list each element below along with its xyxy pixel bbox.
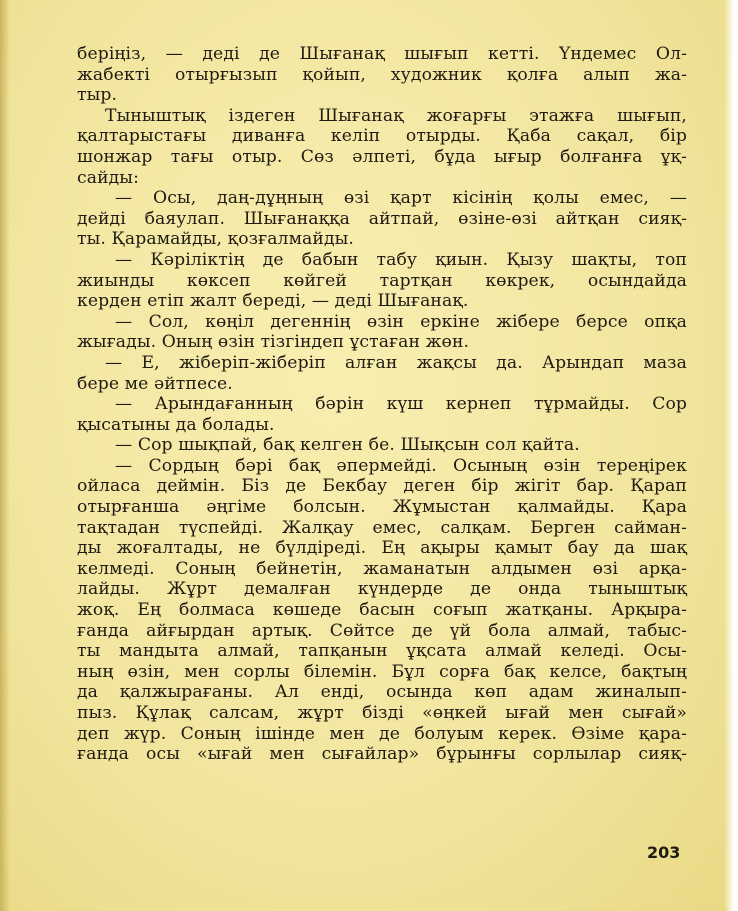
text-line: жығады. Оның өзін тізгіндеп ұстаған жөн. xyxy=(77,332,470,353)
text-line: — Осы, даң-дұңның өзі қарт кісінің қолы емес, — xyxy=(115,188,687,209)
text-line: тыр. xyxy=(77,85,118,106)
text-line: ойласа деймін. Біз де Бекбау деген бір жігіт бар. Қарап xyxy=(77,476,687,497)
text-line: отырғанша әңгіме болсын. Жұмыстан қалмайды. Қара xyxy=(77,497,687,518)
text-line: тақтадан түспейді. Жалқау емес, салқам. Берген сайман- xyxy=(77,517,687,538)
text-line: керден етіп жалт береді, — деді Шығанақ. xyxy=(77,291,469,312)
body-text xyxy=(77,44,687,765)
text-line: ты мандыта алмай, тапқанын ұқсата алмай келеді. Осы- xyxy=(77,641,687,662)
text-line: жабекті отырғызып қойып, художник қолға алып жа- xyxy=(77,64,687,85)
text-line: — Сор шықпай, бақ келген бе. Шықсын сол қайта. xyxy=(115,435,580,456)
page-edge-highlight xyxy=(724,0,738,911)
page-number: 203 xyxy=(647,843,681,862)
text-line: Тыныштық іздеген Шығанақ жоғарғы этажға шығып, xyxy=(105,105,687,126)
text-line: — Сол, көңіл дегеннің өзін еркіне жібере берсе опқа xyxy=(115,311,687,332)
text-line: ның өзін, мен сорлы білемін. Бұл сорға бақ келсе, бақтың xyxy=(77,661,687,682)
text-line: жоқ. Ең болмаса көшеде басын соғып жатқаны. Арқыра- xyxy=(77,600,687,621)
text-line: пыз. Құлақ салсам, жұрт бізді «өңкей ығай мен сығай» xyxy=(77,703,687,723)
text-line: келмеді. Соның бейнетін, жаманатын алдымен өзі арқа- xyxy=(77,558,687,579)
text-line: — Е, жіберіп-жіберіп алған жақсы да. Арындап маза xyxy=(105,352,687,373)
text-line: да қалжырағаны. Ал енді, осында көп адам жиналып- xyxy=(77,682,687,703)
text-line: шонжар тағы отыр. Сөз әлпеті, бұда ығыр болғанға ұқ- xyxy=(77,146,687,167)
page-binding-shadow xyxy=(0,0,10,911)
text-line: ғанда осы «ығай мен сығайлар» бұрынғы сорлылар сияқ- xyxy=(77,744,687,765)
text-line: — Сордың бәрі бақ әпермейді. Осының өзін тереңірек xyxy=(115,455,687,476)
text-line: ты. Қарамайды, қозғалмайды. xyxy=(77,229,354,250)
text-line: сайды: xyxy=(77,167,139,188)
text-line: дейді баяулап. Шығанаққа айтпай, өзіне-өзі айтқан сияқ- xyxy=(77,208,687,229)
text-line: ды жоғалтады, не бүлдіреді. Ең ақыры қамыт бау да шақ xyxy=(77,538,687,559)
text-line: — Арындағанның бәрін күш кернеп тұрмайды. Сор xyxy=(115,394,687,415)
text-line: — Кәріліктің де бабын табу қиын. Қызу шақты, топ xyxy=(115,249,687,270)
text-line: лайды. Жұрт демалған күндерде де онда тыныштық xyxy=(77,579,687,600)
text-line: деп жүр. Соның ішінде мен де болуым керек. Өзіме қара- xyxy=(77,723,687,744)
text-line: жиынды көксеп көйгей тартқан көкрек, осындайда xyxy=(77,270,687,291)
text-line: қысатыны да болады. xyxy=(77,414,275,435)
text-line: қалтарыстағы диванға келіп отырды. Қаба сақал, бір xyxy=(77,126,687,147)
text-line: ғанда айғырдан артық. Сөйтсе де үй бола алмай, табыс- xyxy=(77,620,687,641)
text-line: бере ме әйтпесе. xyxy=(77,373,233,394)
text-line: беріңіз, — деді де Шығанақ шығып кетті. Үндемес Ол- xyxy=(77,44,687,64)
